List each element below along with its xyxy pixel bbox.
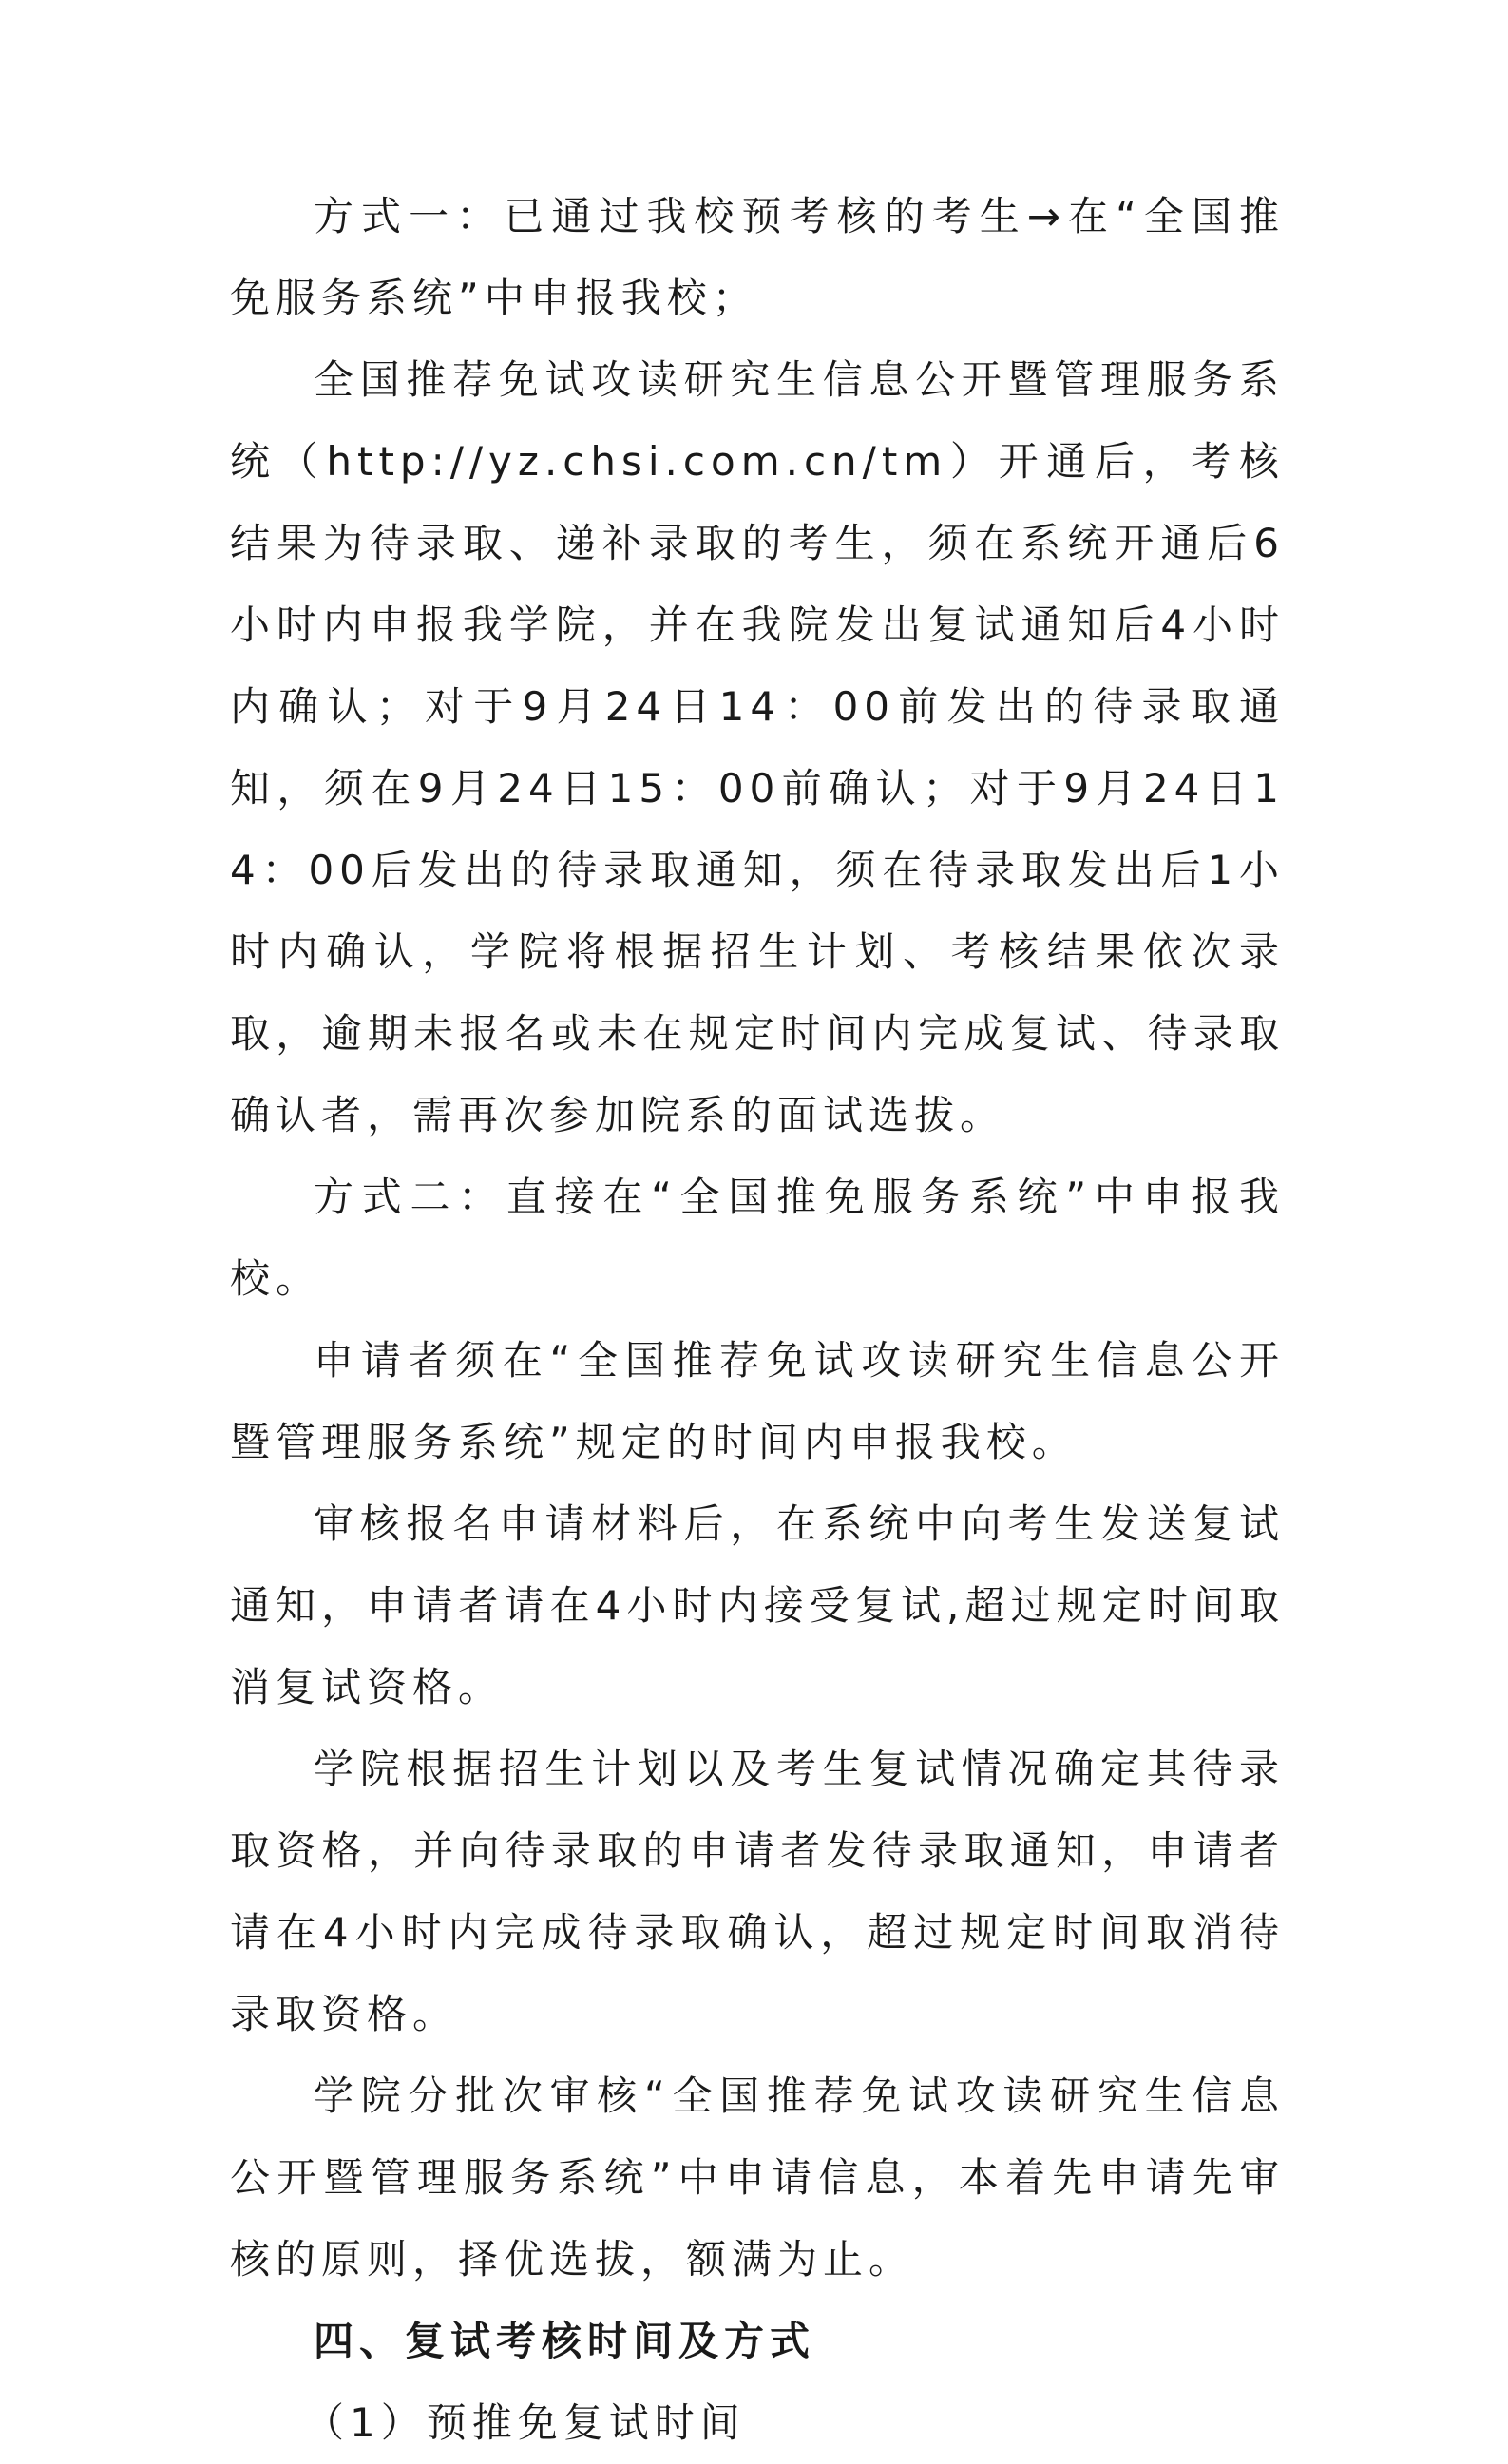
subsection-heading: （1）预推免复试时间 (304, 2399, 746, 2446)
document-body (230, 176, 1285, 2464)
paragraph-applicant-deadline: 申请者须在“全国推荐免试攻读研究生信息公开暨管理服务系统”规定的时间内申报我校。 (230, 1337, 1285, 1465)
paragraph-batch-review: 学院分批次审核“全国推荐免试攻读研究生信息公开暨管理服务系统”中申请信息，本着先申请先审核的原则，择优选拔，额满为止。 (230, 2072, 1285, 2283)
paragraph-admission-confirm: 学院根据招生计划以及考生复试情况确定其待录取资格，并向待录取的申请者发待录取通知，申请者请在4小时内完成待录取确认，超过规定时间取消待录取资格。 (230, 1746, 1285, 2037)
section-heading: 四、复试考核时间及方式 (314, 2318, 816, 2364)
paragraph-review-notice: 审核报名申请材料后，在系统中向考生发送复试通知，申请者请在4小时内接受复试,超过规定时间取消复试资格。 (230, 1500, 1285, 1710)
paragraph-method-one: 方式一：已通过我校预考核的考生→在“全国推免服务系统”中申报我校； (230, 193, 1285, 321)
paragraph-system-instructions: 全国推荐免试攻读研究生信息公开暨管理服务系统（http://yz.chsi.com.cn/tm）开通后，考核结果为待录取、递补录取的考生，须在系统开通后6小时内申报我学院，并在我院发出复试通知后4小时内确认；对于9月24日14：00前发出的待录取通知，须在9月24日15：00前确认；对于9月24日14：00后发出的待录取通知，须在待录取发出后1小时内确认，学院将根据招生计划、考核结果依次录取，逾期未报名或未在规定时间内完成复试、待录取确认者，需再次参加院系的面试选拔。 (230, 356, 1285, 1138)
paragraph-method-two: 方式二：直接在“全国推免服务系统”中申报我校。 (230, 1174, 1285, 1302)
